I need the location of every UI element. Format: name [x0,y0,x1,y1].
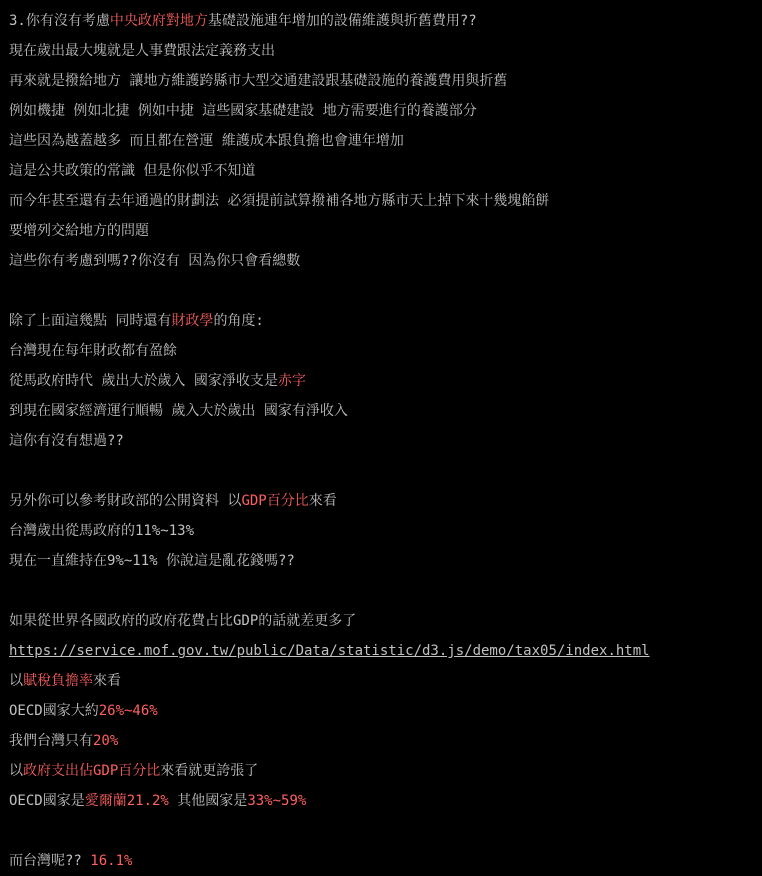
line-text: 例如機捷 例如北捷 例如中捷 這些國家基礎建設 地方需要進行的養護部分 [9,103,477,119]
post-line [9,306,757,336]
line-text: 我們台灣只有 [9,733,93,749]
post-line [9,396,757,426]
line-text: 台灣現在每年財政都有盈餘 [9,343,177,359]
line-text: 這些你有考慮到嗎??你沒有 因為你只會看總數 [9,253,301,269]
line-text: 以 [9,763,23,779]
line-text: 以 [9,673,23,689]
line-text: 除了上面這幾點 同時還有 [9,313,172,329]
post-line [9,486,757,516]
line-text: 其他國家是 [168,793,248,809]
line-text: 來看 [93,673,121,689]
post-line [9,426,757,456]
line-text: 現在一直維持在9%~11% 你說這是亂花錢嗎?? [9,553,295,569]
line-text: 這你有沒有想過?? [9,433,124,449]
line-text: 而今年甚至還有去年通過的財劃法 必須提前試算撥補各地方縣市天上掉下來十幾塊餡餅 [9,193,550,209]
line-text: 這是公共政策的常識 但是你似乎不知道 [9,163,256,179]
post-line [9,726,757,756]
line-text: 要增列交給地方的問題 [9,223,149,239]
post-line [9,516,757,546]
post-line [9,696,757,726]
highlighted-text: 愛爾蘭 [84,793,127,809]
post-line [9,636,757,666]
line-text: 3.你有沒有考慮 [9,13,110,29]
line-text: 到現在國家經濟運行順暢 歲入大於歲出 國家有淨收入 [9,403,348,419]
post-line [9,786,757,816]
line-text: 再來就是撥給地方 讓地方維護跨縣市大型交通建設跟基礎設施的養護費用與折舊 [9,73,508,89]
line-text: 從馬政府時代 歲出大於歲入 國家淨收支是 [9,373,278,389]
post-line [9,36,757,66]
line-text: 來看 [308,493,337,509]
post-line [9,246,757,276]
line-text: 這些因為越蓋越多 而且都在營運 維護成本跟負擔也會連年增加 [9,133,404,149]
highlighted-text: 賦稅負擔率 [23,673,93,689]
highlighted-text: 財政學 [171,313,214,329]
post-line [9,546,757,576]
post-line [9,666,757,696]
post-line [9,6,757,36]
highlighted-text: 赤字 [277,373,306,389]
highlighted-text: 33%~59% [247,793,307,809]
blank-line [9,276,757,306]
highlighted-text: 20% [93,733,119,749]
post-line [9,156,757,186]
post-line [9,756,757,786]
blank-line [9,456,757,486]
post-line [9,336,757,366]
line-text: 而台灣呢?? [9,853,91,869]
highlighted-text: 26%~46% [98,703,158,719]
post-line [9,66,757,96]
blank-line [9,576,757,606]
line-text: 另外你可以參考財政部的公開資料 以 [9,493,242,509]
line-text: 基礎設施連年增加的設備維護與折舊費用?? [207,13,477,29]
line-text: 的角度: [213,313,264,329]
post-line [9,846,757,876]
highlighted-text: GDP百分比 [241,493,309,509]
line-text: 現在歲出最大塊就是人事費跟法定義務支出 [9,43,275,59]
post-line [9,216,757,246]
post-body [9,6,757,876]
line-text: OECD國家是 [9,793,85,809]
line-text: 如果從世界各國政府的政府花費占比GDP的話就差更多了 [9,613,357,629]
highlighted-text: 政府支出佔GDP百分比 [23,763,161,779]
post-line [9,186,757,216]
highlighted-text: 中央政府對地方 [109,13,208,29]
line-text: 台灣歲出從馬政府的11%~13% [9,523,195,539]
url-link[interactable]: https://service.mof.gov.tw/public/Data/statistic/d3.js/demo/tax05/index.html [9,643,650,659]
post-line [9,96,757,126]
line-text: OECD國家大約 [9,703,99,719]
post-line [9,366,757,396]
line-text: 來看就更誇張了 [160,763,259,779]
post-line [9,606,757,636]
highlighted-text: 16.1% [90,853,133,869]
blank-line [9,816,757,846]
post-line [9,126,757,156]
highlighted-text: 21.2% [126,793,169,809]
